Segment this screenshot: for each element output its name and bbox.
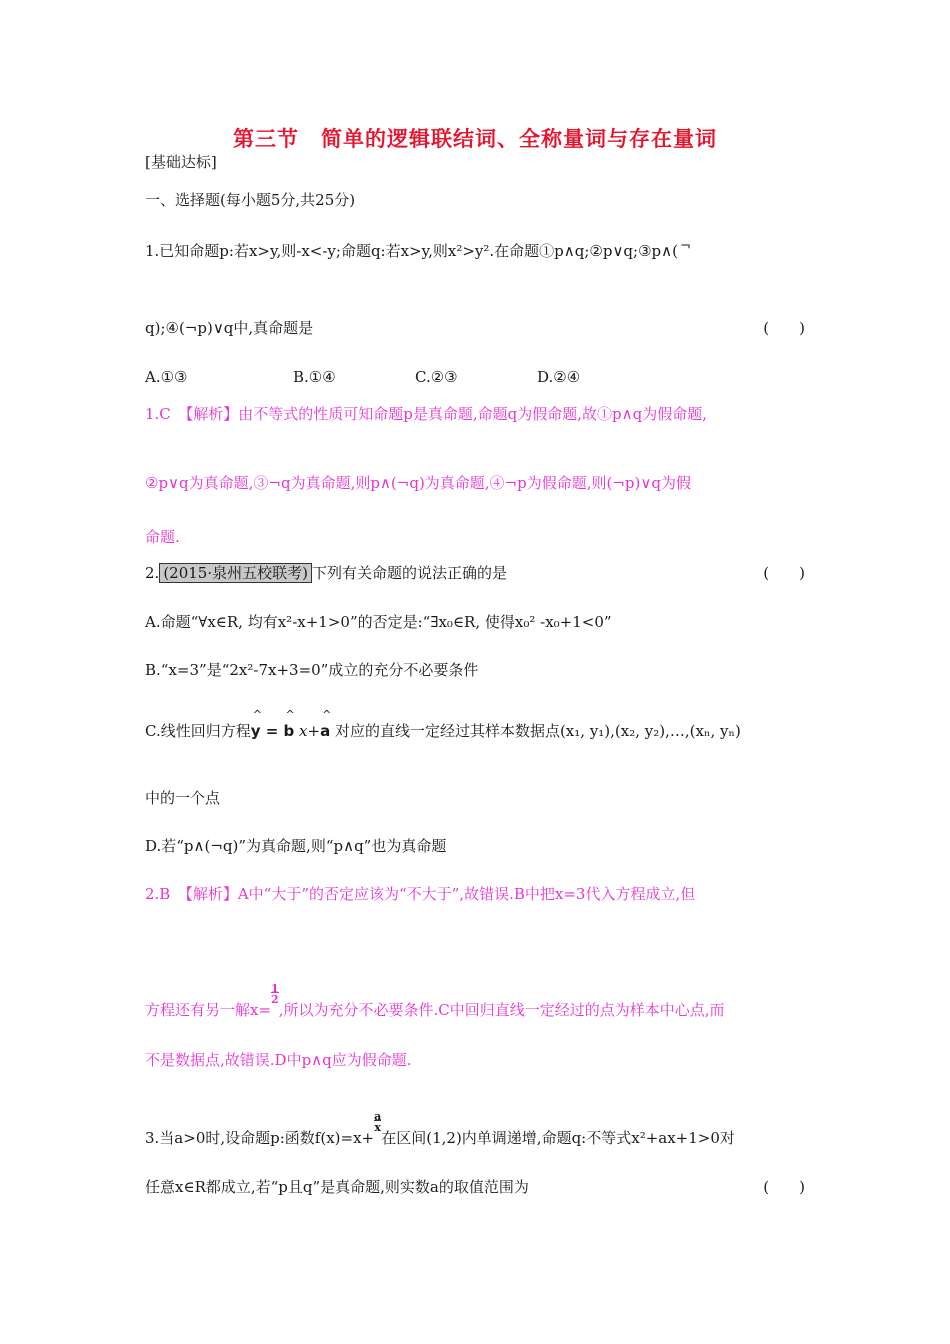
source-tag: (2015·泉州五校联考) xyxy=(159,563,312,583)
q2-answer-line2: 方程还有另一解$x=\frac{1}{2}$,所以为充分不必要条件.C中回归直线一定经过的点为样本中心点,而 xyxy=(145,982,725,1019)
q1-answer-line1: 1.C 【解析】由不等式的性质可知命题p是真命题,命题q为假命题,故①p∧q为假命题, xyxy=(145,405,707,423)
answer-blank: ( ) xyxy=(763,1178,805,1196)
q1-option-a: A.①③ xyxy=(145,368,188,386)
q1-options xyxy=(145,367,805,387)
q2-option-b: B.“x=3”是“2x²-7x+3=0”成立的充分不必要条件 xyxy=(145,661,479,679)
a-hat: ^ a xyxy=(320,721,330,741)
q2-stem: 2. (2015·泉州五校联考) 下列有关命题的说法正确的是 ( ) xyxy=(145,564,805,582)
q2-answer-line1: 2.B 【解析】A中“大于”的否定应该为“不大于”,故错误.B中把x=3代入方程成立,但 xyxy=(145,885,696,903)
q2-option-c-cont: 中的一个点 xyxy=(145,789,221,807)
q1-option-b: B.①④ xyxy=(293,368,336,386)
q1-answer-line2: ②p∨q为真命题,③¬q为真命题,则p∧(¬q)为真命题,④¬p为假命题,则(¬p)∨q为假 xyxy=(145,474,691,492)
q2-option-a: A.命题“∀x∈R, 均有x²-x+1>0”的否定是:“∃x₀∈R, 使得x₀² -x₀+1<0” xyxy=(145,613,612,631)
page-title: 第三节 简单的逻辑联结词、全称量词与存在量词 xyxy=(233,127,717,151)
fraction-one-half: $\frac{1}{2}$ xyxy=(271,982,279,1006)
y-hat: ^ y xyxy=(251,721,261,741)
q1-stem-line1: 1.已知命题p:若x>y,则-x<-y;命题q:若x>y,则x²>y².在命题①p∧q;②p∨q;③p∧( ¬ xyxy=(145,239,691,260)
q3-stem-line1: 3.当a>0时,设命题p:函数$f(x)=x+\frac{a}{x}$在区间(1,2)内单调递增,命题q:不等式x²+ax+1>0对 xyxy=(145,1110,735,1147)
section-label: [基础达标] xyxy=(145,153,217,171)
q2-answer-line3: 不是数据点,故错误.D中p∧q应为假命题. xyxy=(145,1051,412,1069)
q1-option-c: C.②③ xyxy=(415,368,458,386)
q1-stem-line2: q);④(¬p)∨q中,真命题是 ( ) xyxy=(145,319,805,337)
q2-option-c: C.线性回归方程^ y = ^ b x+^ a 对应的直线一定经过其样本数据点(x₁, y₁),(x₂, y₂),…,(xₙ, yₙ) xyxy=(145,721,805,741)
answer-blank: ( ) xyxy=(763,319,805,337)
negation-symbol: ¬ xyxy=(679,239,691,254)
b-hat: ^ b xyxy=(284,721,295,741)
q1-answer-line3: 命题. xyxy=(145,528,180,546)
fraction-a-over-x: $\frac{a}{x}$ xyxy=(374,1110,382,1134)
answer-blank: ( ) xyxy=(763,564,805,582)
part-heading: 一、选择题(每小题5分,共25分) xyxy=(145,191,356,209)
q2-option-d: D.若“p∧(¬q)”为真命题,则“p∧q”也为真命题 xyxy=(145,837,447,855)
q1-option-d: D.②④ xyxy=(537,368,581,386)
q3-stem-line2: 任意x∈R都成立,若“p且q”是真命题,则实数a的取值范围为 ( ) xyxy=(145,1178,805,1196)
